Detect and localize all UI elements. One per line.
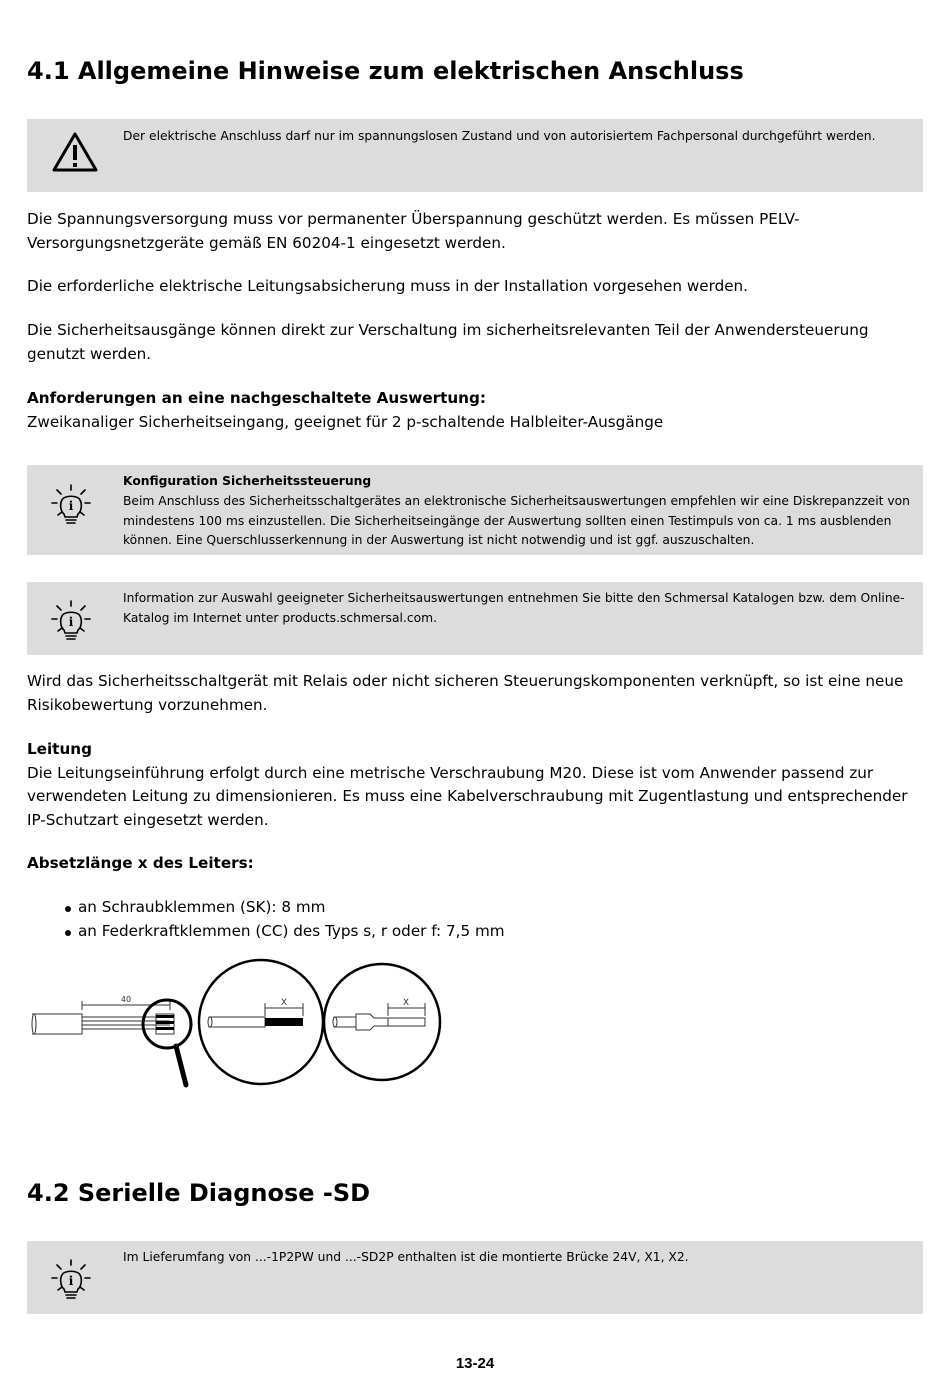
info-catalog-text: Information zur Auswahl geeigneter Sicherheitsauswertungen entnehmen Sie bitte den Schmersal Katalogen bzw. dem Online-Katalog im Internet unter products.schmersal.com. [123,591,905,625]
list-item: an Federkraftklemmen (CC) des Typs s, r oder f: 7,5 mm [27,920,505,944]
dimension-x-label: X [280,998,288,1008]
strip-length-list [27,896,505,943]
page-number: 13-24 [455,1355,495,1372]
wire-stripping-figure [30,958,445,1094]
warning-text: Der elektrische Anschluss darf nur im spannungslosen Zustand und von autorisiertem Fachpersonal durchgeführt werden. [123,129,876,143]
warning-box [27,119,923,192]
dimension-40-label: 40 [120,995,132,1004]
paragraph-risk-assessment: Wird das Sicherheitsschaltgerät mit Relais oder nicht sicheren Steuerungskomponenten verknüpft, so ist eine neue Risikobewertung vorzunehmen. [27,672,904,714]
paragraph-power-supply: Die Spannungsversorgung muss vor permanenter Überspannung geschützt werden. Es müssen PELV-Versorgungsnetzgeräte gemäß EN 60204-1 eingesetzt werden. [27,210,800,252]
svg-text:i: i [68,1274,74,1288]
info-configuration-text [123,472,915,551]
info-delivery-text: Im Lieferumfang von ...-1P2PW und ...-SD2P enthalten ist die montierte Brücke 24V, X1, X2. [123,1250,689,1264]
info-box-configuration [27,465,923,555]
list-item: an Schraubklemmen (SK): 8 mm [27,896,505,920]
paragraph-cable [27,738,923,832]
wire-stripping-drawing [30,958,445,1090]
info-lightbulb-icon [49,599,93,647]
info-lightbulb-icon [49,483,93,531]
requirements-text: Zweikanaliger Sicherheitseingang, geeignet für 2 p-schaltende Halbleiter-Ausgänge [27,412,664,431]
warning-triangle-icon [52,131,98,177]
strip-length-heading: Absetzlänge x des Leiters: [27,854,254,872]
requirements-heading: Anforderungen an eine nachgeschaltete Auswertung: [27,389,486,407]
info-box-delivery [27,1241,923,1314]
svg-text:i: i [68,499,74,513]
info-lightbulb-icon [49,1258,93,1306]
cable-heading: Leitung [27,740,92,758]
paragraph-line-protection: Die erforderliche elektrische Leitungsabsicherung muss in der Installation vorgesehen werden. [27,277,749,295]
dimension-x-label: X [402,998,410,1008]
svg-text:i: i [68,615,74,629]
paragraph-safety-outputs: Die Sicherheitsausgänge können direkt zur Verschaltung im sicherheitsrelevanten Teil der Anwendersteuerung genutzt werden. [27,321,869,363]
section-heading-4-2: 4.2 Serielle Diagnose -SD [27,1179,371,1207]
paragraph-requirements [27,387,923,434]
info-configuration-body: Beim Anschluss des Sicherheitsschaltgerätes an elektronische Sicherheitsauswertungen empfehlen wir eine Diskrepanzzeit von mindestens 100 ms einzustellen. Die Sicherheitseingänge der Auswertung sollten einen Testimpuls von ca. 1 ms ausblenden können. Eine Querschlusserkennung in der Auswertung ist nicht notwendig und ist ggf. auszuschalten. [123,493,910,548]
section-heading-4-1: 4.1 Allgemeine Hinweise zum elektrischen Anschluss [27,57,744,85]
info-configuration-title: Konfiguration Sicherheitssteuerung [123,474,372,488]
info-box-catalog [27,582,923,655]
cable-text: Die Leitungseinführung erfolgt durch eine metrische Verschraubung M20. Diese ist vom Anwender passend zur verwendeten Leitung zu dimensionieren. Es muss eine Kabelverschraubung mit Zugentlastung und entsprechender IP-Schutzart eingesetzt werden. [27,763,908,829]
